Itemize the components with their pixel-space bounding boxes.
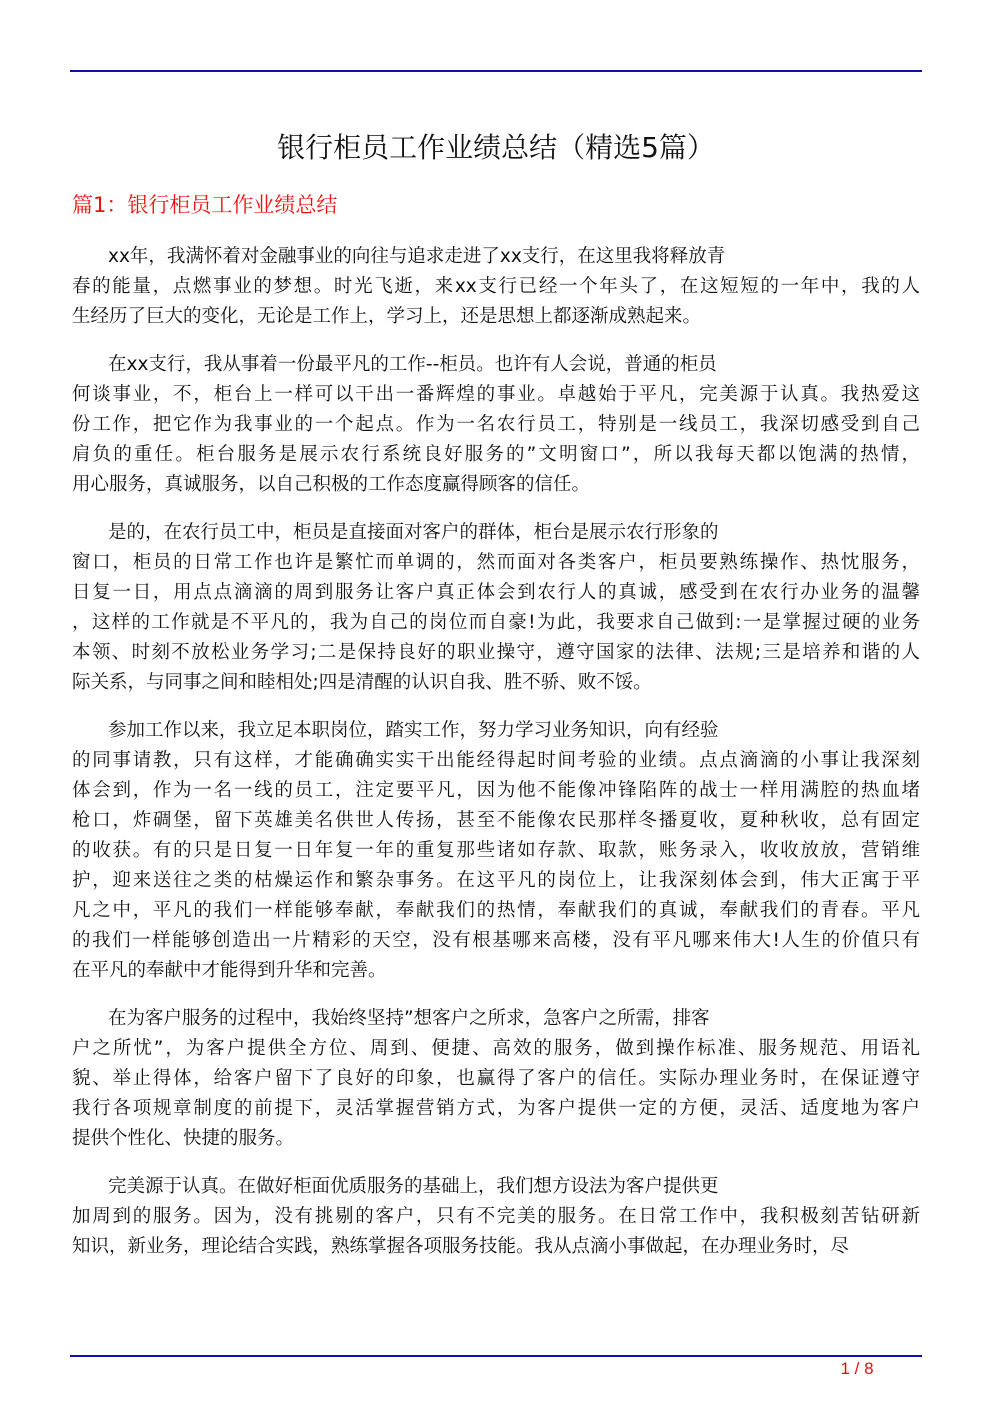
paragraph-line: 的收获。有的只是日复一日年复一年的重复那些诸如存款、取款，账务录入，收收放放，营销维 [72,840,920,861]
paragraph-line: 肩负的重任。柜台服务是展示农行系统良好服务的”文明窗口”，所以我每天都以饱满的热情， [72,444,920,465]
paragraph-line: ，这样的工作就是不平凡的，我为自己的岗位而自豪!为此，我要求自己做到:一是掌握过硬的业务 [72,612,920,633]
paragraph-line: 生经历了巨大的变化，无论是工作上，学习上，还是思想上都逐渐成熟起来。 [72,306,702,327]
paragraph-line: 知识，新业务，理论结合实践，熟练掌握各项服务技能。我从点滴小事做起，在办理业务时，尽 [72,1236,850,1257]
paragraph-line: 何谈事业，不，柜台上一样可以干出一番辉煌的事业。卓越始于平凡，完美源于认真。我热爱这 [72,384,920,405]
paragraph-line: 我行各项规章制度的前提下，灵活掌握营销方式，为客户提供一定的方便，灵活、适度地为客户 [72,1098,920,1119]
paragraph-line: 在为客户服务的过程中，我始终坚持”想客户之所求，急客户之所需，排客 [108,1008,710,1029]
paragraph-line: 份工作，把它作为我事业的一个起点。作为一名农行员工，特别是一线员工，我深切感受到自己 [72,414,920,435]
paragraph-line: 枪口，炸碉堡，留下英雄美名供世人传扬，甚至不能像农民那样冬播夏收，夏种秋收，总有固定 [72,810,920,831]
paragraph-line: 窗口，柜员的日常工作也许是繁忙而单调的，然而面对各类客户，柜员要熟练操作、热忱服务， [72,552,920,573]
footer-rule [70,1355,922,1357]
paragraph-line: 加周到的服务。因为，没有挑剔的客户，只有不完美的服务。在日常工作中，我积极刻苦钻研新 [72,1206,920,1227]
paragraph-line: 参加工作以来，我立足本职岗位，踏实工作，努力学习业务知识，向有经验 [108,720,719,741]
section-heading: 篇1：银行柜员工作业绩总结 [72,193,338,217]
paragraph [72,518,920,698]
paragraph-line: 际关系，与同事之间和睦相处;四是清醒的认识自我、胜不骄、败不馁。 [72,672,652,693]
paragraph-line: 体会到，作为一名一线的员工，注定要平凡，因为他不能像冲锋陷阵的战士一样用满腔的热血堵 [72,780,920,801]
paragraph-line: 的同事请教，只有这样，才能确确实实干出能经得起时间考验的业绩。点点滴滴的小事让我深刻 [72,750,920,771]
paragraph [72,716,920,986]
paragraph [72,1004,920,1154]
paragraph [72,242,920,332]
paragraph-line: 的我们一样能够创造出一片精彩的天空，没有根基哪来高楼，没有平凡哪来伟大!人生的价值只有 [72,930,920,951]
paragraph-line: 户之所忧”，为客户提供全方位、周到、便捷、高效的服务，做到操作标准、服务规范、用语礼 [72,1038,920,1059]
paragraph-line: 护，迎来送往之类的枯燥运作和繁杂事务。在这平凡的岗位上，让我深刻体会到，伟大正寓于平 [72,870,920,891]
paragraph-line: 本领、时刻不放松业务学习;二是保持良好的职业操守，遵守国家的法律、法规;三是培养和谐的人 [72,642,920,663]
paragraph-line: 是的，在农行员工中，柜员是直接面对客户的群体，柜台是展示农行形象的 [108,522,719,543]
paragraph-line: 春的能量，点燃事业的梦想。时光飞逝，来xx支行已经一个年头了，在这短短的一年中，我的人 [72,276,920,297]
paragraph-line: xx年，我满怀着对金融事业的向往与追求走进了xx支行，在这里我将释放青 [108,246,726,267]
paragraph [72,1172,920,1262]
paragraph [72,350,920,500]
document-title: 银行柜员工作业绩总结（精选5篇） [277,131,715,164]
paragraph-line: 在xx支行，我从事着一份最平凡的工作--柜员。也许有人会说，普通的柜员 [108,354,717,375]
header-rule [70,70,922,72]
paragraph-line: 貌、举止得体，给客户留下了良好的印象，也赢得了客户的信任。实际办理业务时，在保证遵守 [72,1068,920,1089]
paragraph-line: 用心服务，真诚服务，以自己积极的工作态度赢得顾客的信任。 [72,474,591,495]
paragraph-line: 完美源于认真。在做好柜面优质服务的基础上，我们想方设法为客户提供更 [108,1176,719,1197]
document-body [72,242,920,1280]
paragraph-line: 在平凡的奉献中才能得到升华和完善。 [72,960,387,981]
paragraph-line: 日复一日，用点点滴滴的周到服务让客户真正体会到农行人的真诚，感受到在农行办业务的温馨 [72,582,920,603]
paragraph-line: 凡之中，平凡的我们一样能够奉献，奉献我们的热情，奉献我们的真诚，奉献我们的青春。平凡 [72,900,920,921]
page-number: 1 / 8 [840,1359,874,1378]
paragraph-line: 提供个性化、快捷的服务。 [72,1128,295,1149]
